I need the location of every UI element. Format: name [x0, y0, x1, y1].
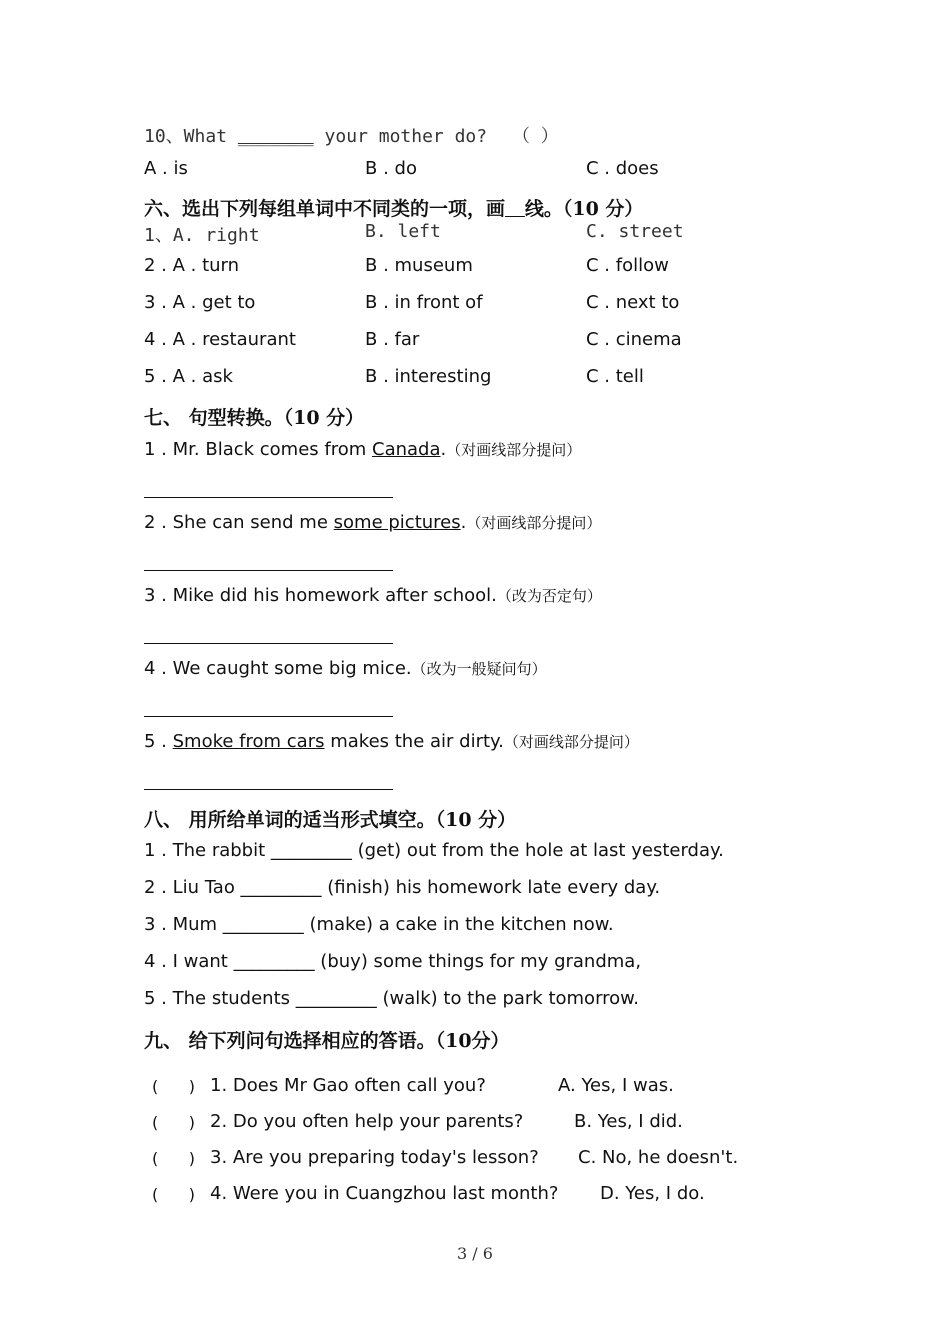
section6-row4-a: 4 . A . restaurant — [144, 329, 296, 350]
answer-line-2[interactable] — [144, 570, 393, 571]
section9-heading: 九、 给下列问句选择相应的答语。（10分） — [144, 1030, 510, 1052]
section9-answer-2: B. Yes, I did. — [574, 1111, 683, 1132]
section6-row1-a: 1、A. right — [144, 225, 260, 246]
answer-paren-4[interactable]: ( ) — [152, 1185, 195, 1204]
section8-item-1: 1 . The rabbit _________ (get) out from the hole at last yesterday. — [144, 840, 724, 861]
item-note: （对画线部分提问） — [466, 514, 602, 532]
section6-heading — [144, 194, 643, 221]
section8-item-3: 3 . Mum _________ (make) a cake in the kitchen now. — [144, 914, 614, 935]
item-text: 5 . — [144, 731, 173, 752]
q10-blank: _______ — [237, 126, 314, 147]
section6-heading-blank — [505, 198, 525, 220]
section7-item-3 — [144, 585, 602, 606]
item-underlined: Canada — [372, 439, 441, 460]
section6-row5-c: C . tell — [586, 366, 644, 387]
section6-heading-before: 六、选出下列每组单词中不同类的一项，画 — [144, 198, 506, 220]
section9-answer-1: A. Yes, I was. — [558, 1075, 674, 1096]
page-number: 3 / 6 — [457, 1244, 493, 1263]
section6-row1-c: C. street — [586, 221, 684, 242]
item-underlined: some pictures — [333, 512, 461, 533]
q10-option-a: A . is — [144, 158, 188, 179]
section7-item-2 — [144, 512, 601, 533]
answer-line-5[interactable] — [144, 789, 393, 790]
answer-paren-1[interactable]: ( ) — [152, 1077, 195, 1096]
item-text-post: makes the air dirty. — [324, 731, 504, 752]
item-note: （改为否定句） — [496, 587, 602, 605]
section9-answer-4: D. Yes, I do. — [600, 1183, 705, 1204]
section6-row1-b: B. left — [365, 221, 441, 242]
item-note: （对画线部分提问） — [503, 733, 639, 751]
q10-stem-before: 10、What — [144, 126, 238, 147]
section6-row3-c: C . next to — [586, 292, 680, 313]
section8-item-2: 2 . Liu Tao _________ (finish) his homework late every day. — [144, 877, 661, 898]
section6-row2-c: C . follow — [586, 255, 669, 276]
item-note: （改为一般疑问句） — [411, 660, 547, 678]
section9-answer-3: C. No, he doesn't. — [578, 1147, 739, 1168]
section8-heading: 八、 用所给单词的适当形式填空。（10 分） — [144, 809, 517, 831]
section6-row3-b: B . in front of — [365, 292, 483, 313]
section8-item-5: 5 . The students _________ (walk) to the park tomorrow. — [144, 988, 639, 1009]
item-text: 3 . Mike did his homework after school. — [144, 585, 497, 606]
section6-row2-b: B . museum — [365, 255, 473, 276]
item-text-post: . — [460, 512, 467, 533]
item-text: 1 . Mr. Black comes from — [144, 439, 372, 460]
section6-row5-b: B . interesting — [365, 366, 492, 387]
section6-heading-after: 线。（10 分） — [524, 198, 644, 220]
q10-option-c: C . does — [586, 158, 659, 179]
answer-paren-3[interactable]: ( ) — [152, 1149, 195, 1168]
q10-option-b: B . do — [365, 158, 417, 179]
section9-question-1: 1. Does Mr Gao often call you? — [210, 1075, 486, 1096]
item-text-post: . — [440, 439, 447, 460]
answer-line-4[interactable] — [144, 716, 393, 717]
answer-paren-2[interactable]: ( ) — [152, 1113, 195, 1132]
answer-line-1[interactable] — [144, 497, 393, 498]
section6-row4-c: C . cinema — [586, 329, 682, 350]
section8-item-4: 4 . I want _________ (buy) some things for my grandma, — [144, 951, 642, 972]
section7-item-4 — [144, 658, 547, 679]
answer-line-3[interactable] — [144, 643, 393, 644]
section6-row2-a: 2 . A . turn — [144, 255, 240, 276]
section6-row5-a: 5 . A . ask — [144, 366, 233, 387]
item-text: 4 . We caught some big mice. — [144, 658, 412, 679]
section7-item-1 — [144, 439, 581, 460]
section6-row4-b: B . far — [365, 329, 420, 350]
q10-paren: （ ） — [511, 126, 559, 147]
section9-question-2: 2. Do you often help your parents? — [210, 1111, 524, 1132]
item-note: （对画线部分提问） — [446, 441, 582, 459]
q10-stem — [144, 122, 559, 148]
item-text: 2 . She can send me — [144, 512, 334, 533]
section9-question-3: 3. Are you preparing today's lesson? — [210, 1147, 539, 1168]
section9-question-4: 4. Were you in Cuangzhou last month? — [210, 1183, 559, 1204]
section6-row3-a: 3 . A . get to — [144, 292, 256, 313]
q10-stem-after: your mother do? — [313, 126, 488, 147]
section7-heading: 七、 句型转换。（10 分） — [144, 407, 365, 429]
item-underlined: Smoke from cars — [172, 731, 325, 752]
section7-item-5 — [144, 731, 639, 752]
